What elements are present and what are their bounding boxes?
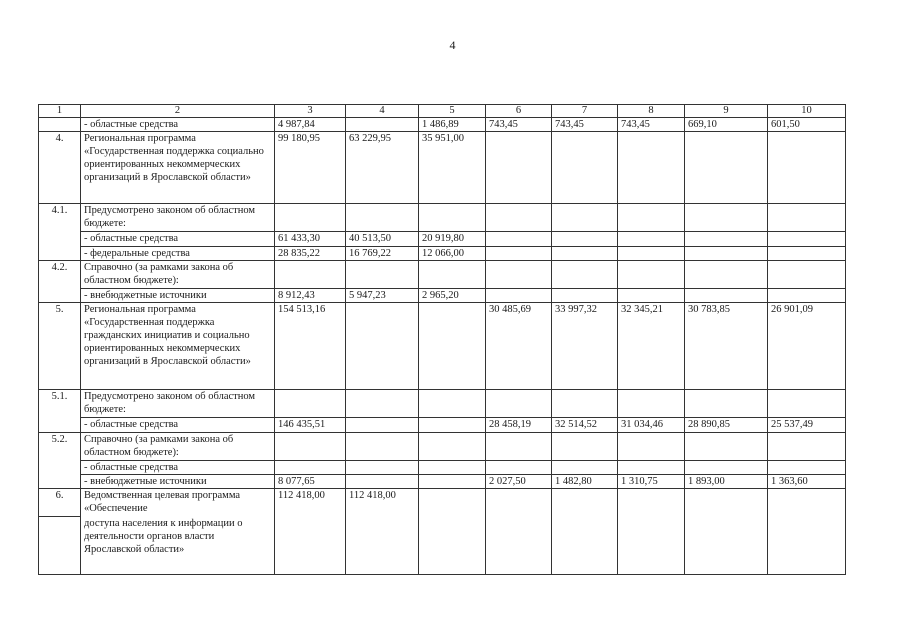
- value-cell-col-3: [275, 390, 346, 418]
- value-cell-col-6: [486, 132, 552, 204]
- value-cell-col-8: [618, 232, 685, 247]
- value-cell-col-10: [768, 132, 846, 204]
- column-header-2: 2: [81, 105, 275, 118]
- value-cell-col-7: [552, 204, 618, 232]
- value-cell-col-8: [618, 247, 685, 261]
- value-cell-col-3: 8 077,65: [275, 475, 346, 489]
- table-row: [39, 132, 846, 204]
- row-name: Предусмотрено законом об областном бюджете:: [81, 390, 275, 418]
- value-cell-col-10: 1 363,60: [768, 475, 846, 489]
- value-cell-col-9: [685, 132, 768, 204]
- value-cell-col-3: 154 513,16: [275, 303, 346, 390]
- value-cell-col-7: [552, 232, 618, 247]
- value-cell-col-7: 743,45: [552, 118, 618, 132]
- value-cell-col-4: [346, 118, 419, 132]
- column-header-1: 1: [39, 105, 81, 118]
- row-name: - областные средства: [81, 232, 275, 247]
- value-cell-col-4: 5 947,23: [346, 289, 419, 303]
- value-cell-col-7: [552, 517, 618, 575]
- value-cell-col-8: [618, 132, 685, 204]
- value-cell-col-4: 63 229,95: [346, 132, 419, 204]
- value-cell-col-9: [685, 261, 768, 289]
- column-header-4: 4: [346, 105, 419, 118]
- value-cell-col-10: [768, 489, 846, 517]
- value-cell-col-4: [346, 390, 419, 418]
- value-cell-col-9: [685, 232, 768, 247]
- value-cell-col-9: [685, 489, 768, 517]
- value-cell-col-7: [552, 433, 618, 461]
- table-row: [39, 118, 846, 132]
- value-cell-col-10: [768, 261, 846, 289]
- column-header-7: 7: [552, 105, 618, 118]
- value-cell-col-8: [618, 489, 685, 517]
- value-cell-col-7: [552, 461, 618, 475]
- value-cell-col-8: [618, 289, 685, 303]
- value-cell-col-5: [419, 475, 486, 489]
- table-row: [39, 418, 846, 433]
- value-cell-col-3: 112 418,00: [275, 489, 346, 517]
- value-cell-col-3: [275, 204, 346, 232]
- row-name: доступа населения к информации о деятельности органов власти Ярославской области»: [81, 517, 275, 575]
- value-cell-col-7: [552, 489, 618, 517]
- value-cell-col-5: 1 486,89: [419, 118, 486, 132]
- value-cell-col-5: 35 951,00: [419, 132, 486, 204]
- row-name: Региональная программа «Государственная поддержка гражданских инициатив и социально ориентированных некоммерческих организаций в Ярославской области»: [81, 303, 275, 390]
- column-header-6: 6: [486, 105, 552, 118]
- value-cell-col-4: 40 513,50: [346, 232, 419, 247]
- value-cell-col-9: [685, 204, 768, 232]
- value-cell-col-9: [685, 461, 768, 475]
- value-cell-col-3: [275, 433, 346, 461]
- value-cell-col-8: [618, 461, 685, 475]
- value-cell-col-5: [419, 489, 486, 517]
- value-cell-col-5: 20 919,80: [419, 232, 486, 247]
- value-cell-col-4: [346, 475, 419, 489]
- row-number: 5.1.: [39, 390, 81, 433]
- row-number: [39, 517, 81, 575]
- table-row: [39, 390, 846, 418]
- row-name: Региональная программа «Государственная поддержка социально ориентированных некоммерческих организаций в Ярославской области»: [81, 132, 275, 204]
- row-name: Ведомственная целевая программа «Обеспечение: [81, 489, 275, 517]
- row-number: 6.: [39, 489, 81, 517]
- row-number: 5.: [39, 303, 81, 390]
- table-row: [39, 475, 846, 489]
- value-cell-col-8: 32 345,21: [618, 303, 685, 390]
- value-cell-col-6: [486, 433, 552, 461]
- value-cell-col-7: [552, 289, 618, 303]
- value-cell-col-9: [685, 433, 768, 461]
- table-row: [39, 289, 846, 303]
- value-cell-col-4: [346, 418, 419, 433]
- value-cell-col-4: 16 769,22: [346, 247, 419, 261]
- value-cell-col-6: 2 027,50: [486, 475, 552, 489]
- value-cell-col-4: [346, 204, 419, 232]
- table-row: [39, 247, 846, 261]
- value-cell-col-5: [419, 390, 486, 418]
- value-cell-col-6: [486, 204, 552, 232]
- value-cell-col-8: [618, 261, 685, 289]
- value-cell-col-10: [768, 390, 846, 418]
- value-cell-col-7: [552, 247, 618, 261]
- value-cell-col-3: 28 835,22: [275, 247, 346, 261]
- value-cell-col-3: 61 433,30: [275, 232, 346, 247]
- value-cell-col-9: 30 783,85: [685, 303, 768, 390]
- value-cell-col-6: [486, 261, 552, 289]
- value-cell-col-5: 12 066,00: [419, 247, 486, 261]
- row-name: Предусмотрено законом об областном бюджете:: [81, 204, 275, 232]
- row-name: Справочно (за рамками закона об областном бюджете):: [81, 433, 275, 461]
- value-cell-col-6: [486, 517, 552, 575]
- table-row: [39, 433, 846, 461]
- value-cell-col-8: 31 034,46: [618, 418, 685, 433]
- value-cell-col-3: 146 435,51: [275, 418, 346, 433]
- value-cell-col-4: [346, 517, 419, 575]
- value-cell-col-3: 8 912,43: [275, 289, 346, 303]
- value-cell-col-10: [768, 204, 846, 232]
- value-cell-col-3: [275, 261, 346, 289]
- row-number: 4.: [39, 132, 81, 204]
- row-number: [39, 118, 81, 132]
- table-row: [39, 232, 846, 247]
- value-cell-col-4: 112 418,00: [346, 489, 419, 517]
- table-row: [39, 489, 846, 517]
- row-number: 4.2.: [39, 261, 81, 303]
- column-header-3: 3: [275, 105, 346, 118]
- value-cell-col-10: [768, 461, 846, 475]
- value-cell-col-8: [618, 433, 685, 461]
- header-row: [39, 105, 846, 118]
- value-cell-col-10: [768, 517, 846, 575]
- column-header-9: 9: [685, 105, 768, 118]
- value-cell-col-4: [346, 461, 419, 475]
- table-row: [39, 204, 846, 232]
- value-cell-col-6: [486, 289, 552, 303]
- value-cell-col-9: [685, 289, 768, 303]
- value-cell-col-10: [768, 433, 846, 461]
- value-cell-col-9: 1 893,00: [685, 475, 768, 489]
- value-cell-col-8: [618, 390, 685, 418]
- value-cell-col-4: [346, 303, 419, 390]
- value-cell-col-5: [419, 433, 486, 461]
- row-name: - областные средства: [81, 118, 275, 132]
- value-cell-col-6: [486, 247, 552, 261]
- value-cell-col-5: [419, 204, 486, 232]
- value-cell-col-10: 26 901,09: [768, 303, 846, 390]
- value-cell-col-3: 4 987,84: [275, 118, 346, 132]
- table-row: [39, 303, 846, 390]
- value-cell-col-6: [486, 390, 552, 418]
- value-cell-col-3: [275, 517, 346, 575]
- value-cell-col-9: [685, 390, 768, 418]
- value-cell-col-3: [275, 461, 346, 475]
- value-cell-col-4: [346, 261, 419, 289]
- value-cell-col-7: 33 997,32: [552, 303, 618, 390]
- value-cell-col-5: [419, 418, 486, 433]
- value-cell-col-5: [419, 303, 486, 390]
- column-header-8: 8: [618, 105, 685, 118]
- value-cell-col-7: [552, 390, 618, 418]
- value-cell-col-6: 30 485,69: [486, 303, 552, 390]
- value-cell-col-5: [419, 517, 486, 575]
- table-row: [39, 261, 846, 289]
- value-cell-col-6: [486, 461, 552, 475]
- value-cell-col-3: 99 180,95: [275, 132, 346, 204]
- value-cell-col-5: 2 965,20: [419, 289, 486, 303]
- value-cell-col-9: [685, 247, 768, 261]
- column-header-5: 5: [419, 105, 486, 118]
- value-cell-col-10: [768, 247, 846, 261]
- value-cell-col-7: [552, 132, 618, 204]
- value-cell-col-8: [618, 204, 685, 232]
- value-cell-col-5: [419, 461, 486, 475]
- budget-table: [38, 104, 846, 575]
- value-cell-col-5: [419, 261, 486, 289]
- row-name: - внебюджетные источники: [81, 475, 275, 489]
- value-cell-col-6: [486, 232, 552, 247]
- value-cell-col-4: [346, 433, 419, 461]
- row-number: 4.1.: [39, 204, 81, 261]
- table-row: [39, 461, 846, 475]
- row-name: - областные средства: [81, 461, 275, 475]
- value-cell-col-6: 743,45: [486, 118, 552, 132]
- table-row: [39, 517, 846, 575]
- value-cell-col-9: 28 890,85: [685, 418, 768, 433]
- page-number: 4: [449, 38, 456, 52]
- value-cell-col-7: 1 482,80: [552, 475, 618, 489]
- value-cell-col-10: 25 537,49: [768, 418, 846, 433]
- row-name: - федеральные средства: [81, 247, 275, 261]
- row-name: Справочно (за рамками закона об областном бюджете):: [81, 261, 275, 289]
- value-cell-col-10: [768, 289, 846, 303]
- value-cell-col-9: [685, 517, 768, 575]
- value-cell-col-10: [768, 232, 846, 247]
- row-name: - областные средства: [81, 418, 275, 433]
- value-cell-col-8: 1 310,75: [618, 475, 685, 489]
- row-name: - внебюджетные источники: [81, 289, 275, 303]
- value-cell-col-6: [486, 489, 552, 517]
- value-cell-col-7: [552, 261, 618, 289]
- value-cell-col-6: 28 458,19: [486, 418, 552, 433]
- row-number: 5.2.: [39, 433, 81, 489]
- value-cell-col-7: 32 514,52: [552, 418, 618, 433]
- value-cell-col-9: 669,10: [685, 118, 768, 132]
- column-header-10: 10: [768, 105, 846, 118]
- value-cell-col-8: 743,45: [618, 118, 685, 132]
- value-cell-col-8: [618, 517, 685, 575]
- value-cell-col-10: 601,50: [768, 118, 846, 132]
